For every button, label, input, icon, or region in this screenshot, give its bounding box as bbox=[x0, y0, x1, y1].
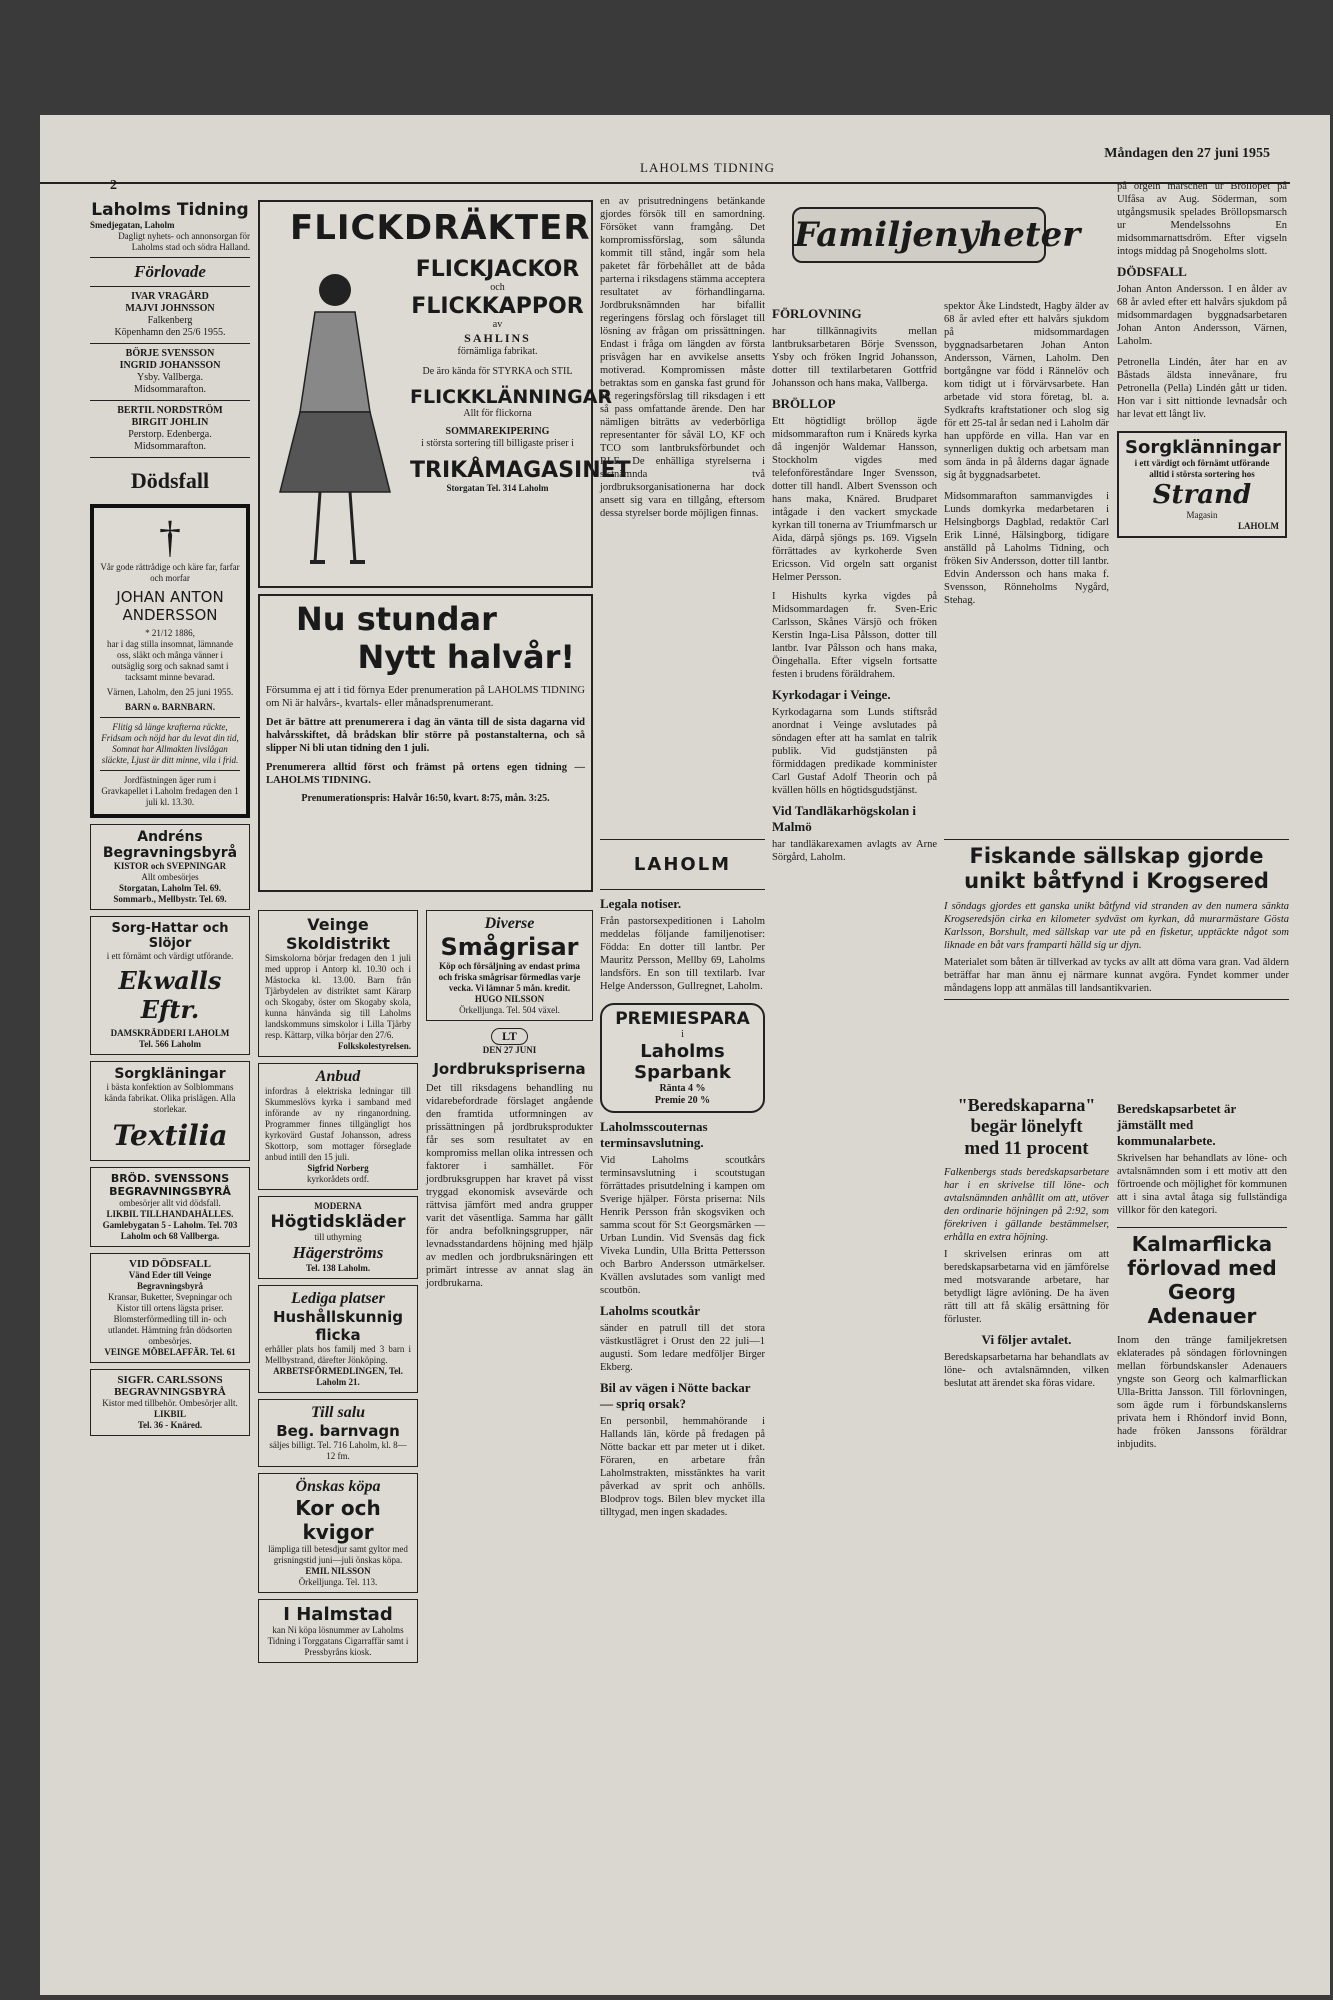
notice-anbud: Anbud infordras å elektriska ledningar till Skummeslövs kyrka i samband med införande av ny ringanordning. Programmer finnes tillgängligt hos kyrkovärd Gustaf Johansson, adress Skottorp, som mottager förseglade anbud intill den 15 juli. Sigfrid Norberg kyrkorådets ordf. bbox=[258, 1063, 418, 1190]
editorial-title: Jordbrukspriserna bbox=[433, 1060, 586, 1078]
forlovade-title: Förlovade bbox=[134, 262, 206, 281]
trikamagasinet-logo: TRIKÅMAGASINET bbox=[410, 458, 631, 483]
engagement-3: BERTIL NORDSTRÖM BIRGIT JOHLIN Perstorp. Edenberga. Midsommarafton. bbox=[117, 405, 223, 452]
lt-badge: LT bbox=[491, 1028, 528, 1045]
column-3: en av prisutredningens betänkande gjordes försök till en samordning. Försöket vann framgång. Det kompromissförslag, som sålunda kommit till stånd, ingår som hela paketet får förbehållet att de båda parterna i riksdagens stämma acceptera resultatet av förhandlingarna. Jordbruksnämnden har bifallit regeringens förslag och förslaget till lösning av frågan om prissättningen. Endast i fråga om längden av första prisvågen har en avvikelse ansetts motiverad. Kompromissen måste betraktas som en ganska fast grund för ett regeringsförslag till riksdagen i ett så pass omfattande ärende. Den har nämligen biträtts av vederbörliga representanter för såväl LO, KF och TCO som lantbruksförbundet och RLF. De enhälliga styrelserna i sistnämnda två jordbruksorganisationerna har dock ansett sig vara en tillgång, eftersom dessa styrelser borde möjligen finnas. LAHOLM Legala notiser. Från pastorsexpeditionen i Laholm meddelas följande familjenotiser: Födda: En dotter till lantbr. Per Mauritz Persson, Mellby 69, Laholms landsförs. En son till textilarb. Ivar Helge Andersson, Gullregnet, Laholm. PREMIESPARA i Laholms Sparbank Ränta 4 % Premie 20 % Laholmsscouternas terminsavslutning. Vid Laholms scoutkårs terminsavslutning i scoutstugan förrättades prisutdelning i kampen om Sverige hjälper. Första priserna: Nils Henrik Persson från skogsviken och samma scout för S:t Georgsmärken — Urban Lundin. Vid Svensäs dag fick Viveka Lundin, Ulla Britta Pettersson och Barbro Andersson utmärkelser. Kvällen avslutades som vanligt med scoutbön. Laholms scoutkår sänder en patrull till det stora västkustlägret i Orust den 22 juli—1 augusti. Som ledare medföljer Birger Ekberg. Bil av vägen i Nötte backar — spriq orsak? En personbil, hemmahörande i Hallands län, körde på fredagen på Nötte backar ett par meter ut i diket. Föraren, en arbetare från Laholmstrakten, misstänktes ha varit påverkad av sprit och anhölls. Blodprov togs. Bilen blev mycket illa tilltygad, men ingen skadades. bbox=[600, 196, 766, 1518]
ad-strand-magasin: Sorgklänningar i ett värdigt och förnämt utförande alltid i största sortering hos Strand Magasin LAHOLM bbox=[1117, 431, 1287, 538]
notice-veinge-skoldistrikt: Veinge Skoldistrikt Simskolorna börjar fredagen den 1 juli med upprop i Antorp kl. 10.30 och i Mästocka kl. 13.00. Barn från Tjärbydelen av distriktet samt Kärarp och Skogaby, öster om Skogaby skola, kunna hänvända sig till Laholms landskommuns simskolor i Lilla Tjärby resp. Kättarp, vilka börjar den 27/6. Folkskolestyrelsen. bbox=[258, 910, 418, 1057]
ad-svensson: BRÖD. SVENSSONS BEGRAVNINGSBYRÅ ombesörjer allt vid dödsfall. LIKBIL TILLHANDAHÅLLES. Gamlebygatan 5 - Laholm. Tel. 703 Laholm och 68 Vallberga. bbox=[90, 1167, 250, 1247]
deceased-name: JOHAN ANTON ANDERSSON bbox=[116, 588, 224, 624]
lt-editorial-head: LT DEN 27 JUNI Jordbrukspriserna bbox=[426, 1027, 593, 1078]
ad-nytt-halvar: Nu stundar Nytt halvår! Försumma ej att i tid förnya Eder prenumeration på LAHOLMS TIDNING om Ni är halvårs-, kvartals- eller månadsprenumerant. Det är bättre att prenumerera i dag än vänta till de sista dagarna vid halvårsskiftet, då brådskan blir större på postanstalterna, och så slipper Ni bli utan tidning den 1 juli. Prenumerera alltid först och främst på ortens egen tidning — LAHOLMS TIDNING. Prenumerationspris: Halvår 16:50, kvart. 8:75, mån. 3:25. bbox=[258, 594, 593, 892]
girl-illustration-icon bbox=[270, 262, 400, 582]
ekwalls-logo: Ekwalls Eftr. bbox=[118, 966, 222, 1024]
engagement-1: IVAR VRAGÅRD MAJVI JOHNSSON Falkenberg Köpenhamn den 25/6 1955. bbox=[114, 291, 226, 338]
masthead-address: Smedjegatan, Laholm bbox=[90, 220, 175, 230]
column-4: Familjenyheter FÖRLOVNING har tillkännagivits mellan lantbruksarbetaren Börje Svensson, Ysby och fröken Ingrid Johansson, dotter till textilarbetaren Gottfrid Johansson och hans maka, Vallberga. BRÖLLOP Ett högtidligt bröllop ägde midsommarafton rum i Knäreds kyrka då ingenjör Waldemar Hansson, Stockholm vigdes med telefonföreståndare Inger Svensson, dotter till handl. Albert Svensson och hans maka, Knäred. Brudparet intågade i den vackert smyckade kyrkan till tonerna av Triumfmarsch ur Aida, därpå sjöngs ps. 169. Vigseln förrättades av kyrkoherde Sven Ericsson. Vid orgeln satt organist Helmer Persson. I Hishults kyrka vigdes på Midsommardagen fr. Sven-Eric Carlsson, Skånes Värsjö och fröken Kerstin Inga-Lisa Pålsson, dotter till lantbr. Ivar Pålsson och hans maka, Öingehalla. Efter vigseln fortsatte festen i brudens föräldrahem. Kyrkodagar i Veinge. Kyrkodagarna som Lunds stiftsråd anordnat i Veinge avslutades på söndagen efter att ha samlat en talrik publik. Vid gudstjänsten på förmiddagen predikade komminister Carl Gustaf Adolf Theorin och på kvällen hölls en högtidsgudstjänst. Vid Tandläkarhögskolan i Malmö har tandläkarexamen avlagts av Arne Sörgård, Laholm. spektor Åke Lindstedt, Hagby älder av 68 år avled efter ett halvårs sjukdom på midsommardagen byggnadsarbetaren Johan Anton Andersson, Värnen, Laholm. Den bortgångne var född i Rännelöv och kom tidigt ut i förvärvsarbete. Han arbetade vid stora företag, bl. a. Sydkrafts kraftstationer och slog sig för ett 25-tal år sedan ned i Laholm där han uppförde en villa. Han var en synnerligen duktig och arbetsam man som ända in på ålderns dagar ägnade sig åt byggnadsarbetet. Midsommarafton sammanvigdes i Lunds domkyrka medarbetaren i Helsingborgs Dagblad, redaktör Carl Erik Linné, Hälsingborg, tidigare anställd på Laholms Tidning, och fröken Siv Andersson, dotter till lantbr. Edvin Andersson och hans maka f. Svensson, Rönneholms Nygård, Stehag. på orgeln marschen ur Bröllopet på Ulfåsa av Aug. Söderman, som utgångsmusik spelades Bröllopsmarsch ur Mendelssohns En midsommarnattsdröm. Efter vigseln intogs middag på Snogeholms slott. DÖDSFALL Johan Anton Andersson. I en ålder av 68 år avled efter ett halvårs sjukdom på midsommardagen byggnadsarbetaren Johan Anton Andersson, Värnen, Laholm. Petronella Lindén, åter har en av Båstads äldsta innevånare, fru Petronella (Pella) Lindén gått ur tiden. Hon var i sitt nittionde levnadsår och har levat ett långt liv. Sorgklänningar i ett värdigt och förnämt utförande alltid i största sortering hos Strand Magasin LAHOLM Fiskande sällskap gjorde unikt båtfynd i Krogsered I söndags gjordes ett ganska unikt båtfynd vid stranden av den numera sänkta Krogseredsjön cirka en kilometer sydväst om kyrkan, då murarmästare Gösta Karlsson, Borshult, med sällskap var ute på en fisketur, upptäckte något som liknade en båt vars framparti hälld sig ur djyn. Materialet som båten är tillverkad av tycks av allt att döma vara gran. Vad äldern beträffar har man ännu ej närmare kunnat avgöra. Fyndet kommer under måndagens lopp att anmälas till landsantikvarien. "Beredskaparna" begär lönelyft med 11 procent Falkenbergs stads beredskapsarbetare har i en skrivelse till löne- och avtalsnämnden anhållit om att, utöver den ordinarie höjningen på 2:92, som förekriven i gällande bestämmelser, erhålla en extra höjning. I skrivelsen erinras om att beredskapsarbetarna vid en jämförelse med motsvarande arbetare, har betydligt lägre avlöning. De ha även rätt till att få skälig ersättning för förluster. Vi följer avtalet. Beredskapsarbetarna har behandlats av löne- och avtalsnämnden, vilken beslutat att ärendet ska föras vidare. Beredskapsarbetet är jämställt med kommunalarbete. Skrivelsen har behandlats av löne- och avtalsnämnden som i ett motiv att den förtroende och möjlighet för kommunen att i sina avtal åtaga sig fullständiga villkor för den kategori. Kalmarflicka förlovad med Georg Adenauer Inom den tränge familjekretsen eklaterades på söndagen förlovningen mellan förbundskansler Adenauers yngste son Georg och kalmarflickan Ulla-Britta Jansson. Till förlovningen, som ägde rum i förbundskanslerns privata hem i Rhöndorf invid Bonn, hade fröken Janssons föräldrar inbjudits. bbox=[772, 195, 1292, 1985]
ad-hushall: Lediga platser Hushållskunnig flicka erhåller plats hos familj med 3 barn i Mellbystrand, därefter Jönköping. ARBETSFÖRMEDLINGEN, Tel. Laholm 21. bbox=[258, 1285, 418, 1393]
ad-textilia: Sorgkläningar i bästa konfektion av Solblommans kända fabrikat. Olika prislägen. Alla storlekar. Textilia bbox=[90, 1061, 250, 1161]
dodsfall-title: Dödsfall bbox=[130, 468, 210, 493]
page-date: Måndagen den 27 juni 1955 bbox=[1104, 146, 1270, 161]
fiske-headline: Fiskande sällskap gjorde unikt båtfynd i Krogsered bbox=[964, 844, 1269, 893]
familjenyheter-banner: Familjenyheter bbox=[772, 195, 1292, 297]
ad-smagrisar: Diverse Smågrisar Köp och försäljning av endast prima och friska smågrisar förmedlas varje vecka. Vi lämnar 5 mån. kredit. HUGO NILSSON Örkelljunga. Tel. 504 växel. bbox=[426, 910, 593, 1021]
ad-ekwalls: Sorg-Hattar och Slöjor i ett förnämt och värdigt utförande. Ekwalls Eftr. DAMSKRÄDDERI LAHOLM Tel. 566 Laholm bbox=[90, 916, 250, 1055]
page-header bbox=[40, 146, 1290, 193]
death-notice: † Vår gode rättrådige och käre far, farfar och morfar JOHAN ANTON ANDERSSON * 21/12 1886, har i dag stilla insomnat, lämnande oss, släkt och många vänner i outsäglig sorg och saknad samt i tacksamt minne bevarad. Värnen, Laholm, den 25 juni 1955. BARN o. BARNBARN. Flitig så länge krafterna räckte, Fridsam och nöjd har du levat din tid, Somnat har Allmakten livslågan släckte, Ljust är ditt minne, vila i frid. Jordfästningen äger rum i Gravkapellet i Laholm fredagen den 1 juli kl. 13.30. bbox=[90, 504, 250, 818]
strand-logo: Strand bbox=[1152, 480, 1252, 510]
ad-carlsson: SIGFR. CARLSSONS BEGRAVNINGSBYRÅ Kistor med tillbehör. Ombesörjer allt. LIKBIL Tel. 36 - Knäred. bbox=[90, 1369, 250, 1436]
kalmar-headline: Kalmarflicka förlovad med Georg Adenauer bbox=[1127, 1232, 1277, 1328]
masthead-desc: Dagligt nyhets- och annonsorgan för Laholms stad och södra Halland. bbox=[118, 231, 250, 252]
column-2 bbox=[258, 200, 631, 1985]
ad-halmstad: I Halmstad kan Ni köpa lösnummer av Laholms Tidning i Torggatans Cigarraffär samt i Pressbyråns kiosk. bbox=[258, 1599, 418, 1663]
ad-veinge: VID DÖDSFALL Vänd Eder till Veinge Begravningsbyrå Kransar, Buketter, Svepningar och Kistor till ortens lägsta priser. Blomsterförmedling till in- och utlandet. Hämtning från dödsorten ombesörjes. VEINGE MÖBELAFFÄR. Tel. 61 bbox=[90, 1253, 250, 1363]
cross-icon: † bbox=[159, 513, 181, 562]
paper-title: LAHOLMS TIDNING bbox=[640, 160, 776, 175]
masthead: Laholms Tidning bbox=[91, 200, 249, 220]
textilia-logo: Textilia bbox=[112, 1119, 228, 1152]
editorial-body: Det till riksdagens behandling nu vidarebefordrade förslaget angående den framtida utformningen av prissättningen på jordbruksprodukter får ses som resultatet av en kompromiss mellan olika intressen och faktorer i samhället. För jordbruksgruppen har kravet på visst tryggad ekonomisk avsevärde och rättvisa jämfört med andra grupper varit det väsentliga. Samma har gällt för andra befolkningsgrupper, när levnadsstandardens höjning med hjälp av medlen och jordbruksnäringen ett primärt intresse av annat slag än jordbrukarna. bbox=[426, 1083, 593, 1289]
beredskap-headline: "Beredskaparna" bbox=[957, 1095, 1096, 1115]
column-1 bbox=[90, 200, 250, 1985]
laholm-section-title: LAHOLM bbox=[633, 854, 732, 875]
page-number: 2 bbox=[110, 178, 117, 193]
ad-barnvagn: Till salu Beg. barnvagn säljes billigt. Tel. 716 Laholm, kl. 8—12 fm. bbox=[258, 1399, 418, 1467]
ad-hagerstroms: MODERNA Högtidskläder till uthyrning Hägerströms Tel. 138 Laholm. bbox=[258, 1196, 418, 1279]
ad-andrens: Andréns Begravningsbyrå KISTOR och SVEPNINGAR Allt ombesörjes Storgatan, Laholm Tel. 69. Sommarb., Mellbystr. Tel. 69. bbox=[90, 824, 250, 910]
ad-laholms-sparbank: PREMIESPARA i Laholms Sparbank Ränta 4 % Premie 20 % bbox=[600, 1003, 765, 1113]
engagement-2: BÖRJE SVENSSON INGRID JOHANSSON Ysby. Vallberga. Midsommarafton. bbox=[119, 348, 221, 395]
ad-flickdrakter: FLICKDRÄKTER FLICKJACKOR och FLICKKAPPOR av SAHLINS förnämliga fabrikat. De äro kända för STYRKA och STIL FLICKKLÄNNINGAR Allt för flickorna SOMMAREKIPERING i största sortering till billigaste priser i TRIKÅMAGASINET Storgatan Tel. 314 Laholm bbox=[258, 200, 593, 588]
editorial-continuation: en av prisutredningens betänkande gjordes försök till en samordning. Försöket vann framgång. Det kompromissförslag, som sålunda kommit till stånd, ingår som hela paketet får förbehållet att de båda parterna i riksdagens stämma acceptera resultatet av förhandlingarna. Jordbruksnämnden har bifallit regeringens förslag och förslaget till lösning av frågan om prissättningen. Endast i fråga om längden av första prisvågen har en avvikelse ansetts motiverad. Kompromissen måste betraktas som en ganska fast grund för ett regeringsförslag till riksdagen i ett så pass omfattande ärende. Den har nämligen biträtts av vederbörliga representanter för såväl LO, KF och TCO som lantbruksförbundet och RLF. De enhälliga styrelserna i sistnämnda två jordbruksorganisationerna har dock ansett sig vara en tillgång, eftersom dessa styrelser borde möjligen finnas. bbox=[600, 196, 766, 519]
ad-kor-och-kvigor: Önskas köpa Kor och kvigor lämpliga till betesdjur samt gyltor med grisningstid juni—juli önskas köpa. EMIL NILSSON Örkelljunga. Tel. 113. bbox=[258, 1473, 418, 1593]
